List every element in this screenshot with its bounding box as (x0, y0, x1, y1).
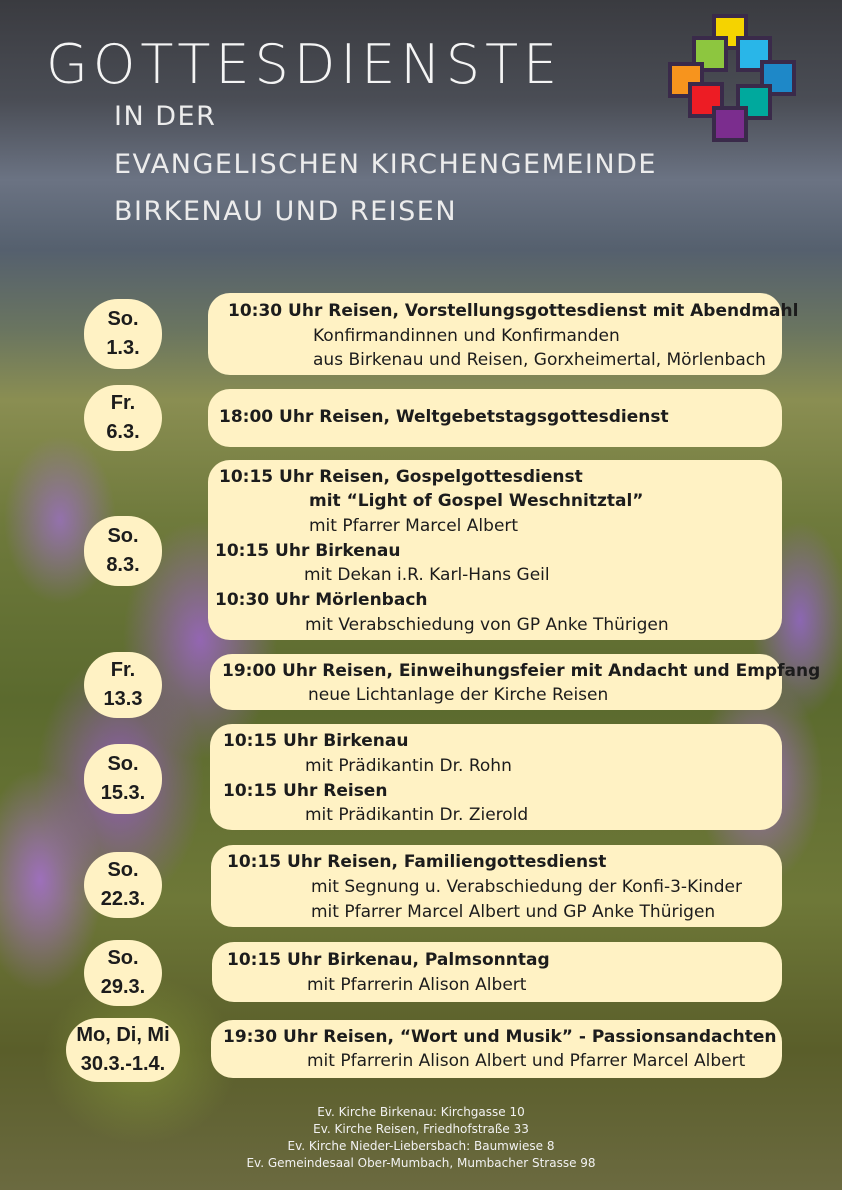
address-line: Ev. Gemeindesaal Ober-Mumbach, Mumbacher Strasse 98 (246, 1156, 596, 1170)
service-time: 18:00 Uhr Reisen, Weltgebetstagsgottesdienst (219, 407, 669, 427)
service-detail: mit Pfarrer Marcel Albert und GP Anke Thürigen (311, 902, 716, 922)
day-weekday: Fr. (110, 392, 136, 414)
address-line: Ev. Kirche Reisen, Friedhofstraße 33 (313, 1122, 529, 1136)
service-time: 10:15 Uhr Birkenau (215, 541, 401, 561)
service-time: 10:15 Uhr Reisen, Familiengottesdienst (227, 852, 607, 872)
day-date: 29.3. (100, 976, 146, 998)
day-weekday: So. (107, 525, 139, 547)
service-detail: mit Pfarrerin Alison Albert (307, 975, 527, 995)
service-detail: mit Prädikantin Dr. Zierold (305, 805, 529, 825)
address-line: Ev. Kirche Nieder-Liebersbach: Baumwiese 8 (287, 1139, 555, 1153)
service-detail: mit Verabschiedung von GP Anke Thürigen (305, 615, 669, 635)
service-detail: mit “Light of Gospel Weschnitztal” (309, 491, 644, 511)
day-badge (66, 1018, 180, 1082)
day-date: 8.3. (106, 554, 140, 576)
service-time: 10:15 Uhr Birkenau (223, 731, 409, 751)
day-weekday: Fr. (110, 659, 136, 681)
day-date: 15.3. (100, 782, 146, 804)
service-time: 10:15 Uhr Reisen, Gospelgottesdienst (219, 467, 583, 487)
service-detail: mit Segnung u. Verabschiedung der Konfi-3-Kinder (311, 877, 742, 897)
page-title: GOTTESDIENSTE (46, 33, 563, 96)
subtitle-line-1: IN DER (114, 101, 217, 132)
service-box (211, 1020, 782, 1078)
service-time: 10:15 Uhr Birkenau, Palmsonntag (227, 950, 550, 970)
service-time: 10:30 Uhr Mörlenbach (215, 590, 428, 610)
service-box (210, 724, 782, 830)
service-box (210, 654, 821, 710)
day-date: 22.3. (100, 888, 146, 910)
service-box (208, 389, 782, 447)
day-date: 30.3.-1.4. (80, 1053, 166, 1075)
day-weekday: So. (107, 947, 139, 969)
day-badge (84, 516, 162, 586)
colorful-cross-squares-icon (666, 14, 798, 146)
subtitle-line-2: EVANGELISCHEN KIRCHENGEMEINDE (114, 149, 657, 180)
day-date: 6.3. (106, 421, 140, 443)
service-box (211, 845, 782, 927)
service-box (212, 942, 782, 1002)
day-weekday: So. (107, 308, 139, 330)
service-box (208, 293, 799, 375)
day-badge (84, 652, 162, 718)
service-detail: aus Birkenau und Reisen, Gorxheimertal, Mörlenbach (313, 350, 766, 370)
service-detail: mit Dekan i.R. Karl-Hans Geil (304, 565, 550, 585)
day-badge (84, 852, 162, 918)
subtitle-line-3: BIRKENAU UND REISEN (114, 196, 458, 227)
service-box (208, 460, 782, 640)
service-detail: mit Prädikantin Dr. Rohn (305, 756, 512, 776)
day-date: 1.3. (106, 337, 140, 359)
day-badge (84, 299, 162, 369)
day-badge (84, 385, 162, 451)
service-detail: mit Pfarrer Marcel Albert (309, 516, 519, 536)
day-weekday: So. (107, 859, 139, 881)
day-weekday: Mo, Di, Mi (76, 1024, 170, 1046)
service-time: 19:00 Uhr Reisen, Einweihungsfeier mit Andacht und Empfang (222, 661, 821, 681)
day-weekday: So. (107, 753, 139, 775)
service-time: 10:15 Uhr Reisen (223, 781, 388, 801)
service-time: 10:30 Uhr Reisen, Vorstellungsgottesdienst mit Abendmahl (228, 301, 799, 321)
day-date: 13.3 (103, 688, 143, 710)
service-detail: mit Pfarrerin Alison Albert und Pfarrer Marcel Albert (307, 1051, 746, 1071)
day-badge (84, 940, 162, 1006)
service-time: 19:30 Uhr Reisen, “Wort und Musik” - Passionsandachten (223, 1027, 777, 1047)
church-addresses (0, 1104, 842, 1172)
day-badge (84, 744, 162, 814)
service-detail: neue Lichtanlage der Kirche Reisen (308, 685, 609, 705)
address-line: Ev. Kirche Birkenau: Kirchgasse 10 (317, 1105, 525, 1119)
service-detail: Konfirmandinnen und Konfirmanden (313, 326, 620, 346)
